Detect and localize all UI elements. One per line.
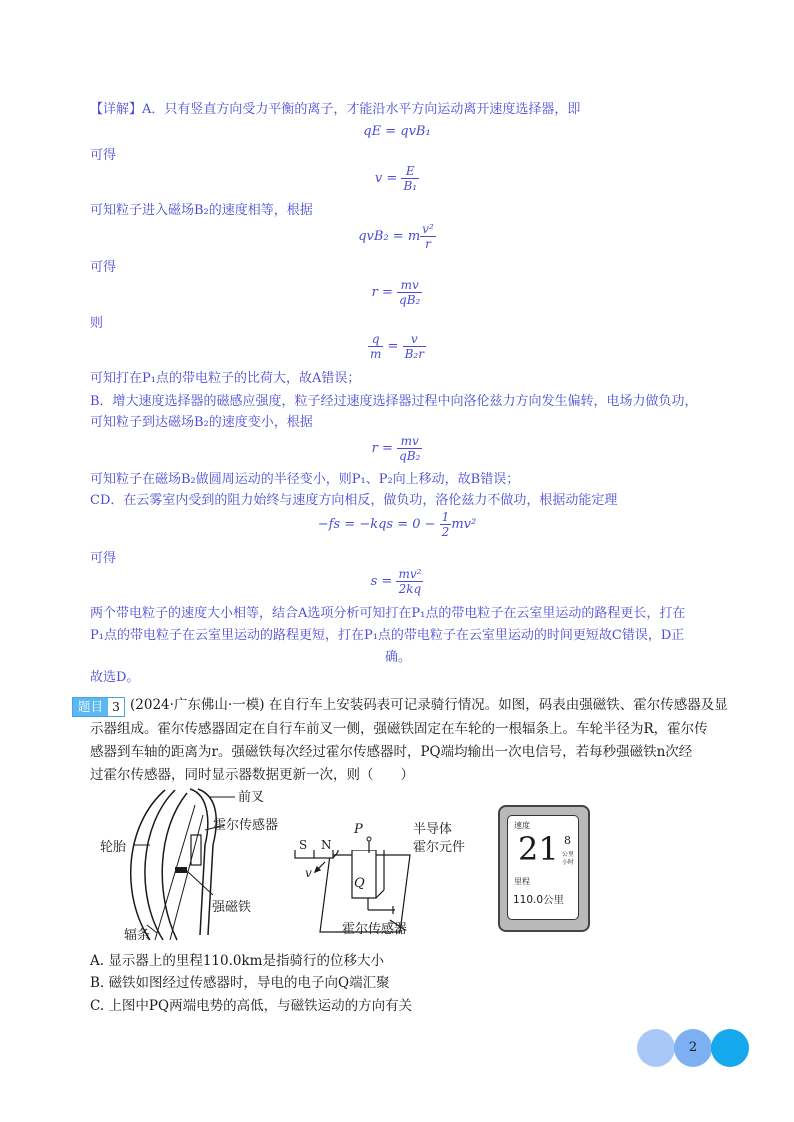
equation-4: r = $\frac{mv}{\text{qB₂}}$ (371, 278, 421, 307)
question-line-4: 过霍尔传感器，同时显示器数据更新一次，则（ ） (90, 767, 414, 783)
p-terminal (355, 835, 375, 855)
solution-line-cd3: 确。 (385, 650, 412, 665)
decor-circle-right (711, 1029, 749, 1067)
solution-kede-3: 可得 (90, 551, 117, 566)
question-tag (72, 696, 125, 717)
label-semiconductor-1: 半导体 (413, 822, 453, 837)
label-p: P (354, 822, 363, 837)
distance-label: 里程 (514, 877, 530, 886)
speed-value: 21 (518, 830, 559, 868)
label-magnet: 强磁铁 (212, 900, 252, 915)
speed-label: 速度 (514, 821, 530, 830)
question-tag-label: 题目 (73, 698, 108, 716)
equation-6: r = $\frac{mv}{\text{qB₂}}$ (371, 434, 421, 463)
label-semiconductor-2: 霍尔元件 (413, 840, 466, 855)
question-line-2: 示器组成。霍尔传感器固定在自行车前叉一侧，强磁铁固定在车轮的一根辐条上。车轮半径为R，霍尔传 (90, 721, 708, 737)
speed-decimal: 8 (564, 834, 571, 847)
solution-line-b1: B．增大速度选择器的磁感应强度，粒子经过速度选择器过程中向洛伦兹力方向发生偏转，电场力做负功， (90, 394, 698, 409)
solution-line-cd2: P₁点的带电粒子在云室里运动的路程更短，打在P₁点的带电粒子在云室里运动的时间更短故C错误，D正 (90, 628, 685, 643)
speed-unit-top: 公里 (562, 851, 575, 858)
solution-line-b2: 可知粒子进入磁场B₂的速度相等，根据 (90, 203, 313, 218)
label-n: N (321, 838, 332, 852)
solution-line-cd1: 两个带电粒子的速度大小相等，结合A选项分析可知打在P₁点的带电粒子在云室里运动的路程更长，打在 (90, 606, 686, 621)
label-q: Q (354, 876, 365, 891)
label-hall-sensor-wheel: 霍尔传感器 (213, 818, 279, 833)
question-tag-number: 3 (108, 698, 124, 716)
display-screen (507, 815, 579, 920)
decor-circle-left (637, 1029, 675, 1067)
question-line-1: (2024·广东佛山·一模) 在自行车上安装码表可记录骑行情况。如图，码表由强磁铁、霍尔传感器及显 (130, 697, 728, 713)
equation-2: v = $\frac{E}{\text{B₁}}$ (374, 164, 418, 193)
option-b: B. 磁铁如图经过传感器时，导电的电子向Q端汇聚 (90, 975, 390, 991)
solution-kede-1: 可得 (90, 148, 117, 163)
solution-line-a-conclusion: 可知打在P₁点的带电粒子的比荷大，故A错误； (90, 371, 361, 386)
page-number: 2 (688, 1040, 698, 1055)
equation-8: s = $\frac{\text{mv²}}{2kq}$ (370, 567, 422, 596)
bike-computer (498, 805, 590, 932)
label-tire: 轮胎 (100, 840, 127, 855)
label-v: v (305, 866, 312, 880)
distance-value: 110.0公里 (513, 894, 565, 906)
solution-ze: 则 (90, 316, 104, 331)
solution-final: 故选D。 (90, 670, 140, 685)
solution-kede-2: 可得 (90, 260, 117, 275)
label-front-fork: 前叉 (238, 790, 265, 805)
solution-line-cd: CD．在云雾室内受到的阻力始终与速度方向相反，做负功，洛伦兹力不做功，根据动能定理 (90, 493, 618, 508)
option-c: C. 上图中PQ两端电势的高低，与磁铁运动的方向有关 (90, 998, 413, 1014)
question-line-3: 感器到车轴的距离为r。强磁铁每次经过霍尔传感器时，PQ端均输出一次电信号，若每秒强磁铁n次经 (90, 744, 693, 760)
label-s: S (299, 838, 308, 852)
label-spoke: 辐条 (124, 928, 151, 943)
page-number-circle (674, 1029, 712, 1067)
equation-3: qvB₂ = m $\frac{\text{v²}}{r}$ (358, 222, 434, 251)
label-hall-sensor: 霍尔传感器 (342, 922, 408, 937)
speed-unit-bottom: 小时 (562, 859, 575, 866)
equation-5: $\frac{q}{m}$ = $\frac{v}{\text{B₂r}}$ (370, 332, 424, 361)
option-a: A. 显示器上的里程110.0km是指骑行的位移大小 (90, 953, 384, 969)
solution-line-b-conclusion: 可知粒子在磁场B₂做圆周运动的半径变小，则P₁、P₂向上移动，故B错误； (90, 472, 520, 487)
wheel-diagram (95, 785, 295, 945)
solution-line-b2b: 可知粒子到达磁场B₂的速度变小，根据 (90, 415, 313, 430)
equation-1: qE = qvB₁ (363, 124, 431, 139)
equation-7: −fs = −kqs = 0 − $\frac{1}{2}$ mv² (317, 510, 477, 539)
solution-line-1: 【详解】A．只有竖直方向受力平衡的离子，才能沿水平方向运动离开速度选择器，即 (90, 102, 581, 117)
